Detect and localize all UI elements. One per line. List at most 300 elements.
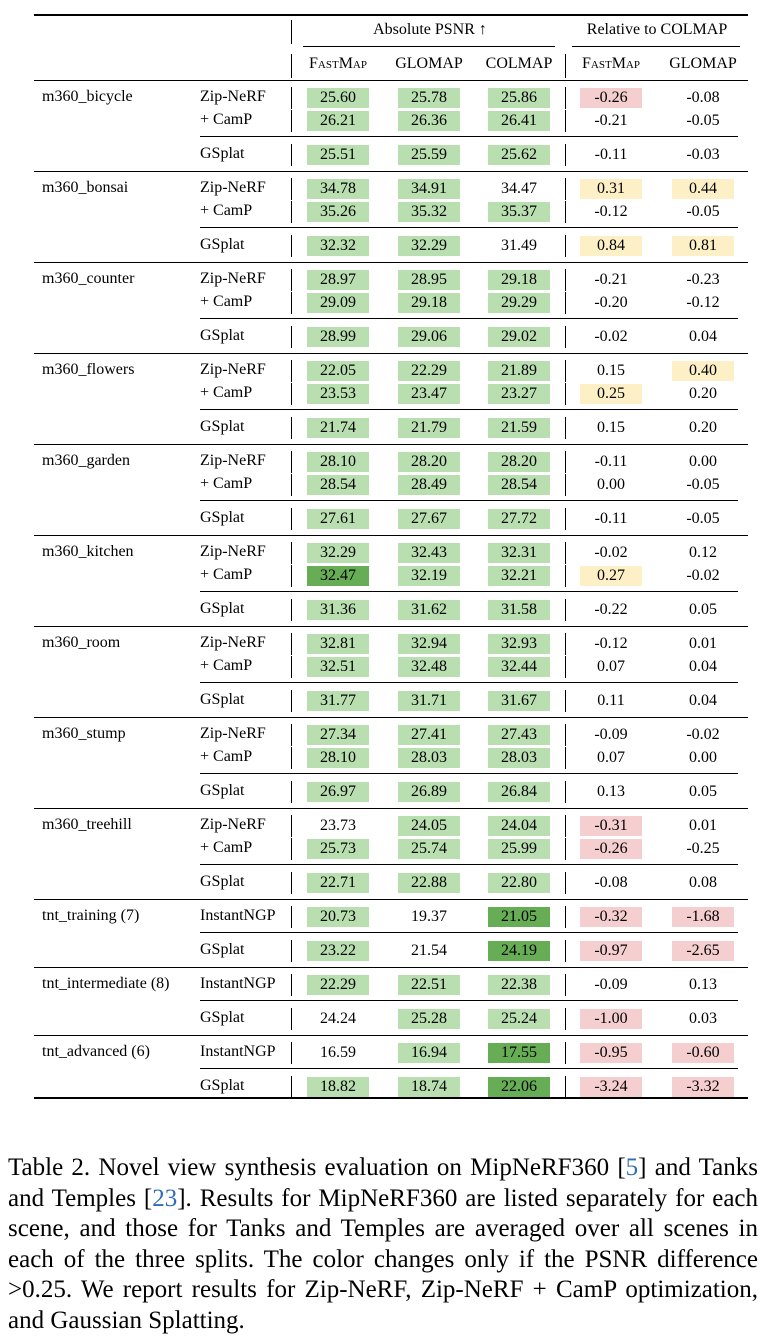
psnr-cell: 22.05: [307, 361, 369, 381]
column-divider: [565, 599, 566, 621]
psnr-cell: 22.29: [398, 361, 460, 381]
column-divider: [565, 1076, 566, 1098]
column-divider: [565, 565, 566, 587]
group-rule: [34, 353, 748, 354]
psnr-cell: 22.88: [398, 873, 460, 893]
column-divider: [565, 201, 566, 223]
column-divider: [565, 815, 566, 837]
group-rule: [34, 717, 748, 718]
psnr-cell: 21.89: [488, 361, 550, 381]
method-label: Zip-NeRF: [200, 270, 266, 287]
table-top-rule: [34, 14, 748, 16]
psnr-cell: 25.74: [398, 839, 460, 859]
column-divider: [565, 110, 566, 132]
delta-cell: 0.03: [689, 1010, 717, 1027]
delta-cell: -0.20: [594, 294, 628, 311]
column-divider: [291, 599, 292, 621]
method-label: GSplat: [200, 509, 245, 526]
delta-cell: -0.08: [686, 89, 720, 106]
column-divider: [291, 872, 292, 894]
column-divider: [291, 633, 292, 655]
psnr-cell: 32.93: [488, 634, 550, 654]
psnr-cell: 28.49: [398, 475, 460, 495]
method-label: GSplat: [200, 327, 245, 344]
column-divider: [565, 292, 566, 314]
row-separator: [200, 932, 738, 933]
psnr-cell: 32.29: [307, 543, 369, 563]
psnr-cell: 29.02: [488, 327, 550, 347]
column-divider: [291, 542, 292, 564]
delta-cell: 0.84: [580, 236, 642, 256]
psnr-cell: 18.74: [398, 1077, 460, 1097]
method-label: Zip-NeRF: [200, 816, 266, 833]
column-divider: [565, 656, 566, 678]
psnr-cell: 25.51: [307, 145, 369, 165]
psnr-cell: 28.97: [307, 270, 369, 290]
caption-text: Table 2. Novel view synthesis evaluation on MipNeRF360 [: [8, 1154, 626, 1181]
psnr-cell: 32.21: [488, 566, 550, 586]
psnr-cell: 32.47: [307, 566, 369, 586]
col-header: FastMap: [582, 55, 640, 72]
psnr-cell: 24.05: [398, 816, 460, 836]
method-label: + CamP: [200, 475, 253, 492]
method-label: Zip-NeRF: [200, 179, 266, 196]
delta-cell: 0.11: [597, 692, 625, 709]
psnr-cell: 21.74: [307, 418, 369, 438]
column-divider: [565, 360, 566, 382]
psnr-cell: 23.47: [398, 384, 460, 404]
psnr-cell: 31.49: [501, 237, 537, 254]
column-divider: [291, 326, 292, 348]
delta-cell: 0.07: [597, 749, 625, 766]
psnr-cell: 21.54: [411, 942, 447, 959]
scene-label: m360_bonsai: [42, 179, 129, 196]
column-divider: [291, 1008, 292, 1030]
method-label: + CamP: [200, 657, 253, 674]
group-rule: [34, 262, 748, 263]
column-divider: [291, 383, 292, 405]
column-divider: [565, 326, 566, 348]
column-divider: [291, 656, 292, 678]
psnr-cell: 28.03: [398, 748, 460, 768]
column-divider: [565, 974, 566, 996]
delta-cell: 0.00: [597, 476, 625, 493]
delta-cell: -0.11: [594, 510, 628, 527]
row-separator: [200, 136, 738, 137]
scene-label: m360_bicycle: [42, 88, 133, 105]
method-label: Zip-NeRF: [200, 88, 266, 105]
psnr-cell: 25.62: [488, 145, 550, 165]
row-separator: [200, 864, 738, 865]
psnr-cell: 32.44: [488, 657, 550, 677]
method-label: GSplat: [200, 873, 245, 890]
scene-label: m360_treehill: [42, 816, 132, 833]
column-divider: [291, 417, 292, 439]
psnr-cell: 23.22: [307, 941, 369, 961]
column-divider: [565, 906, 566, 928]
psnr-cell: 31.77: [307, 691, 369, 711]
psnr-cell: 24.24: [320, 1010, 356, 1027]
psnr-cell: 18.82: [307, 1077, 369, 1097]
delta-cell: -0.05: [686, 203, 720, 220]
method-label: GSplat: [200, 418, 245, 435]
row-separator: [200, 500, 738, 501]
column-divider: [565, 269, 566, 291]
column-divider: [565, 542, 566, 564]
column-divider: [291, 178, 292, 200]
psnr-cell: 29.18: [488, 270, 550, 290]
delta-cell: -3.24: [580, 1077, 642, 1097]
psnr-cell: 23.27: [488, 384, 550, 404]
column-divider: [291, 815, 292, 837]
method-label: Zip-NeRF: [200, 543, 266, 560]
group-rule: [34, 1035, 748, 1036]
delta-cell: 0.31: [580, 179, 642, 199]
psnr-cell: 27.61: [307, 509, 369, 529]
psnr-cell: 16.59: [320, 1044, 356, 1061]
table-caption: [8, 1153, 758, 1336]
delta-cell: 0.00: [689, 453, 717, 470]
psnr-cell: 27.67: [398, 509, 460, 529]
scene-label: tnt_advanced (6): [42, 1043, 150, 1060]
psnr-cell: 32.51: [307, 657, 369, 677]
delta-cell: -0.22: [594, 601, 628, 618]
psnr-cell: 31.36: [307, 600, 369, 620]
method-label: GSplat: [200, 691, 245, 708]
citation-link[interactable]: 23: [152, 1184, 178, 1212]
psnr-cell: 26.84: [488, 782, 550, 802]
column-divider: [565, 508, 566, 530]
psnr-cell: 27.41: [398, 725, 460, 745]
psnr-cell: 34.78: [307, 179, 369, 199]
psnr-cell: 29.29: [488, 293, 550, 313]
method-label: InstantNGP: [200, 907, 276, 924]
psnr-cell: 31.62: [398, 600, 460, 620]
column-divider: [291, 724, 292, 746]
delta-cell: -0.05: [686, 476, 720, 493]
delta-cell: -0.02: [594, 328, 628, 345]
method-label: + CamP: [200, 384, 253, 401]
psnr-cell: 22.06: [488, 1077, 550, 1097]
method-label: GSplat: [200, 941, 245, 958]
psnr-cell: 21.79: [398, 418, 460, 438]
psnr-cell: 21.59: [488, 418, 550, 438]
scene-label: m360_counter: [42, 270, 135, 287]
psnr-cell: 32.48: [398, 657, 460, 677]
scene-label: m360_flowers: [42, 361, 135, 378]
psnr-cell: 32.94: [398, 634, 460, 654]
delta-cell: 0.13: [597, 783, 625, 800]
delta-cell: 0.25: [580, 384, 642, 404]
column-divider: [565, 417, 566, 439]
column-divider: [291, 360, 292, 382]
delta-cell: 0.40: [672, 361, 734, 381]
psnr-cell: 22.71: [307, 873, 369, 893]
scene-label: m360_kitchen: [42, 543, 134, 560]
column-divider: [291, 474, 292, 496]
header-divider: [565, 54, 566, 78]
header-bottom-rule: [34, 80, 748, 81]
column-divider: [291, 1076, 292, 1098]
psnr-cell: 27.34: [307, 725, 369, 745]
psnr-cell: 25.24: [488, 1009, 550, 1029]
column-divider: [565, 633, 566, 655]
psnr-cell: 31.71: [398, 691, 460, 711]
psnr-cell: 35.26: [307, 202, 369, 222]
column-divider: [565, 690, 566, 712]
method-label: Zip-NeRF: [200, 452, 266, 469]
column-divider: [565, 1042, 566, 1064]
delta-cell: 0.04: [689, 692, 717, 709]
delta-cell: -0.03: [686, 146, 720, 163]
psnr-cell: 25.86: [488, 88, 550, 108]
method-label: + CamP: [200, 748, 253, 765]
psnr-cell: 34.47: [501, 180, 537, 197]
method-label: Zip-NeRF: [200, 634, 266, 651]
table-bottom-rule: [34, 1097, 748, 1099]
column-divider: [291, 87, 292, 109]
delta-cell: 0.15: [597, 419, 625, 436]
column-divider: [291, 906, 292, 928]
group-rule: [34, 967, 748, 968]
delta-cell: 0.04: [689, 658, 717, 675]
psnr-cell: 28.54: [488, 475, 550, 495]
column-divider: [291, 292, 292, 314]
column-divider: [565, 872, 566, 894]
psnr-cell: 28.54: [307, 475, 369, 495]
method-label: GSplat: [200, 1077, 245, 1094]
delta-cell: -0.12: [594, 635, 628, 652]
delta-cell: 0.01: [689, 635, 717, 652]
psnr-cell: 25.99: [488, 839, 550, 859]
method-label: GSplat: [200, 145, 245, 162]
psnr-cell: 31.67: [488, 691, 550, 711]
column-divider: [291, 144, 292, 166]
method-label: GSplat: [200, 782, 245, 799]
method-label: + CamP: [200, 566, 253, 583]
column-divider: [291, 974, 292, 996]
scene-label: tnt_intermediate (8): [42, 975, 170, 992]
group-rule: [34, 808, 748, 809]
column-divider: [565, 474, 566, 496]
psnr-cell: 22.29: [307, 975, 369, 995]
psnr-cell: 32.19: [398, 566, 460, 586]
method-label: GSplat: [200, 236, 245, 253]
delta-cell: -0.31: [580, 816, 642, 836]
delta-cell: -0.02: [686, 567, 720, 584]
row-separator: [200, 318, 738, 319]
column-divider: [291, 235, 292, 257]
column-divider: [565, 87, 566, 109]
col-header: GLOMAP: [669, 55, 737, 72]
column-divider: [565, 144, 566, 166]
column-divider: [291, 508, 292, 530]
delta-cell: -0.05: [686, 510, 720, 527]
psnr-cell: 26.89: [398, 782, 460, 802]
col-header: GLOMAP: [395, 55, 463, 72]
delta-cell: -0.25: [686, 840, 720, 857]
psnr-cell: 28.99: [307, 327, 369, 347]
psnr-cell: 34.91: [398, 179, 460, 199]
delta-cell: -0.05: [686, 112, 720, 129]
method-label: + CamP: [200, 111, 253, 128]
column-divider: [291, 269, 292, 291]
delta-cell: -0.02: [686, 726, 720, 743]
col-header: FastMap: [309, 55, 367, 72]
method-label: + CamP: [200, 839, 253, 856]
delta-cell: -0.95: [580, 1043, 642, 1063]
col-header: COLMAP: [485, 55, 553, 72]
column-divider: [291, 690, 292, 712]
psnr-cell: 23.73: [320, 817, 356, 834]
delta-cell: -2.65: [672, 941, 734, 961]
psnr-cell: 22.51: [398, 975, 460, 995]
psnr-cell: 35.32: [398, 202, 460, 222]
column-divider: [565, 178, 566, 200]
psnr-cell: 25.28: [398, 1009, 460, 1029]
psnr-cell: 27.72: [488, 509, 550, 529]
delta-cell: -1.68: [672, 907, 734, 927]
method-label: + CamP: [200, 202, 253, 219]
psnr-cell: 32.43: [398, 543, 460, 563]
delta-cell: -0.08: [594, 874, 628, 891]
row-separator: [200, 773, 738, 774]
column-divider: [565, 724, 566, 746]
delta-cell: 0.05: [689, 783, 717, 800]
psnr-cell: 28.10: [307, 748, 369, 768]
psnr-cell: 29.18: [398, 293, 460, 313]
psnr-cell: 26.21: [307, 111, 369, 131]
column-divider: [565, 383, 566, 405]
row-separator: [200, 591, 738, 592]
psnr-cell: 26.41: [488, 111, 550, 131]
psnr-cell: 29.09: [307, 293, 369, 313]
group-rule: [34, 899, 748, 900]
row-separator: [200, 1000, 738, 1001]
psnr-cell: 25.60: [307, 88, 369, 108]
delta-cell: 0.05: [689, 601, 717, 618]
delta-cell: -0.26: [580, 839, 642, 859]
delta-cell: -0.12: [686, 294, 720, 311]
delta-cell: 0.20: [689, 385, 717, 402]
column-divider: [565, 940, 566, 962]
delta-cell: -0.32: [580, 907, 642, 927]
scene-label: tnt_training (7): [42, 907, 140, 924]
psnr-cell: 27.43: [488, 725, 550, 745]
psnr-cell: 24.19: [488, 941, 550, 961]
psnr-cell: 28.20: [398, 452, 460, 472]
column-divider: [565, 747, 566, 769]
column-divider: [291, 110, 292, 132]
psnr-cell: 29.06: [398, 327, 460, 347]
psnr-cell: 19.37: [411, 908, 447, 925]
delta-cell: -0.23: [686, 271, 720, 288]
delta-cell: 0.27: [580, 566, 642, 586]
psnr-cell: 26.97: [307, 782, 369, 802]
column-divider: [291, 1042, 292, 1064]
psnr-cell: 25.73: [307, 839, 369, 859]
row-separator: [200, 227, 738, 228]
scene-label: m360_garden: [42, 452, 130, 469]
delta-cell: -0.97: [580, 941, 642, 961]
scene-label: m360_stump: [42, 725, 126, 742]
psnr-cell: 28.10: [307, 452, 369, 472]
header-divider: [291, 54, 292, 78]
delta-cell: 0.20: [689, 419, 717, 436]
column-divider: [565, 235, 566, 257]
method-label: InstantNGP: [200, 975, 276, 992]
group-rule: [34, 535, 748, 536]
delta-cell: 0.44: [672, 179, 734, 199]
psnr-cell: 16.94: [398, 1043, 460, 1063]
psnr-cell: 21.05: [488, 907, 550, 927]
column-divider: [291, 781, 292, 803]
caption-text: ]. Results for MipNeRF360 are listed separately for each scene, and those for Tanks and Temples are averaged over all scenes in each of the three splits. The color changes only if the PSNR difference >0.25. We report results for Zip-NeRF, Zip-NeRF + CamP optimization, and Gaussian Splatting.: [8, 1184, 759, 1334]
group-rule: [34, 626, 748, 627]
method-label: InstantNGP: [200, 1043, 276, 1060]
psnr-cell: 22.80: [488, 873, 550, 893]
psnr-cell: 23.53: [307, 384, 369, 404]
column-divider: [291, 747, 292, 769]
psnr-cell: 22.38: [488, 975, 550, 995]
method-label: Zip-NeRF: [200, 725, 266, 742]
delta-cell: -3.32: [672, 1077, 734, 1097]
psnr-cell: 32.81: [307, 634, 369, 654]
delta-cell: 0.07: [597, 658, 625, 675]
psnr-cell: 24.04: [488, 816, 550, 836]
method-label: GSplat: [200, 1009, 245, 1026]
delta-cell: -0.12: [594, 203, 628, 220]
header-absolute-psnr: Absolute PSNR ↑: [373, 21, 487, 38]
citation-link[interactable]: 5: [625, 1154, 639, 1181]
psnr-cell: 25.59: [398, 145, 460, 165]
row-separator: [200, 1068, 738, 1069]
delta-cell: 0.04: [689, 328, 717, 345]
delta-cell: 0.08: [689, 874, 717, 891]
column-divider: [291, 940, 292, 962]
scene-label: m360_room: [42, 634, 121, 651]
column-divider: [291, 565, 292, 587]
delta-cell: -0.21: [594, 271, 628, 288]
delta-cell: -0.60: [672, 1043, 734, 1063]
group-rule: [34, 444, 748, 445]
delta-cell: -0.26: [580, 88, 642, 108]
delta-cell: -0.21: [594, 112, 628, 129]
psnr-cell: 35.37: [488, 202, 550, 222]
delta-cell: 0.81: [672, 236, 734, 256]
psnr-cell: 25.78: [398, 88, 460, 108]
header-group-underline: [303, 46, 555, 47]
header-divider: [291, 20, 292, 44]
column-divider: [565, 1008, 566, 1030]
column-divider: [291, 838, 292, 860]
caption-text: ] and Tanks and Temples [: [8, 1154, 758, 1212]
delta-cell: -0.09: [594, 726, 628, 743]
header-group-underline: [572, 46, 740, 47]
psnr-cell: 32.32: [307, 236, 369, 256]
column-divider: [291, 451, 292, 473]
delta-cell: 0.13: [689, 976, 717, 993]
psnr-cell: 31.58: [488, 600, 550, 620]
delta-cell: 0.15: [597, 362, 625, 379]
psnr-cell: 32.29: [398, 236, 460, 256]
column-divider: [565, 838, 566, 860]
delta-cell: -0.09: [594, 976, 628, 993]
delta-cell: -1.00: [580, 1009, 642, 1029]
header-relative-colmap: Relative to COLMAP: [586, 21, 728, 38]
delta-cell: -0.02: [594, 544, 628, 561]
column-divider: [291, 201, 292, 223]
